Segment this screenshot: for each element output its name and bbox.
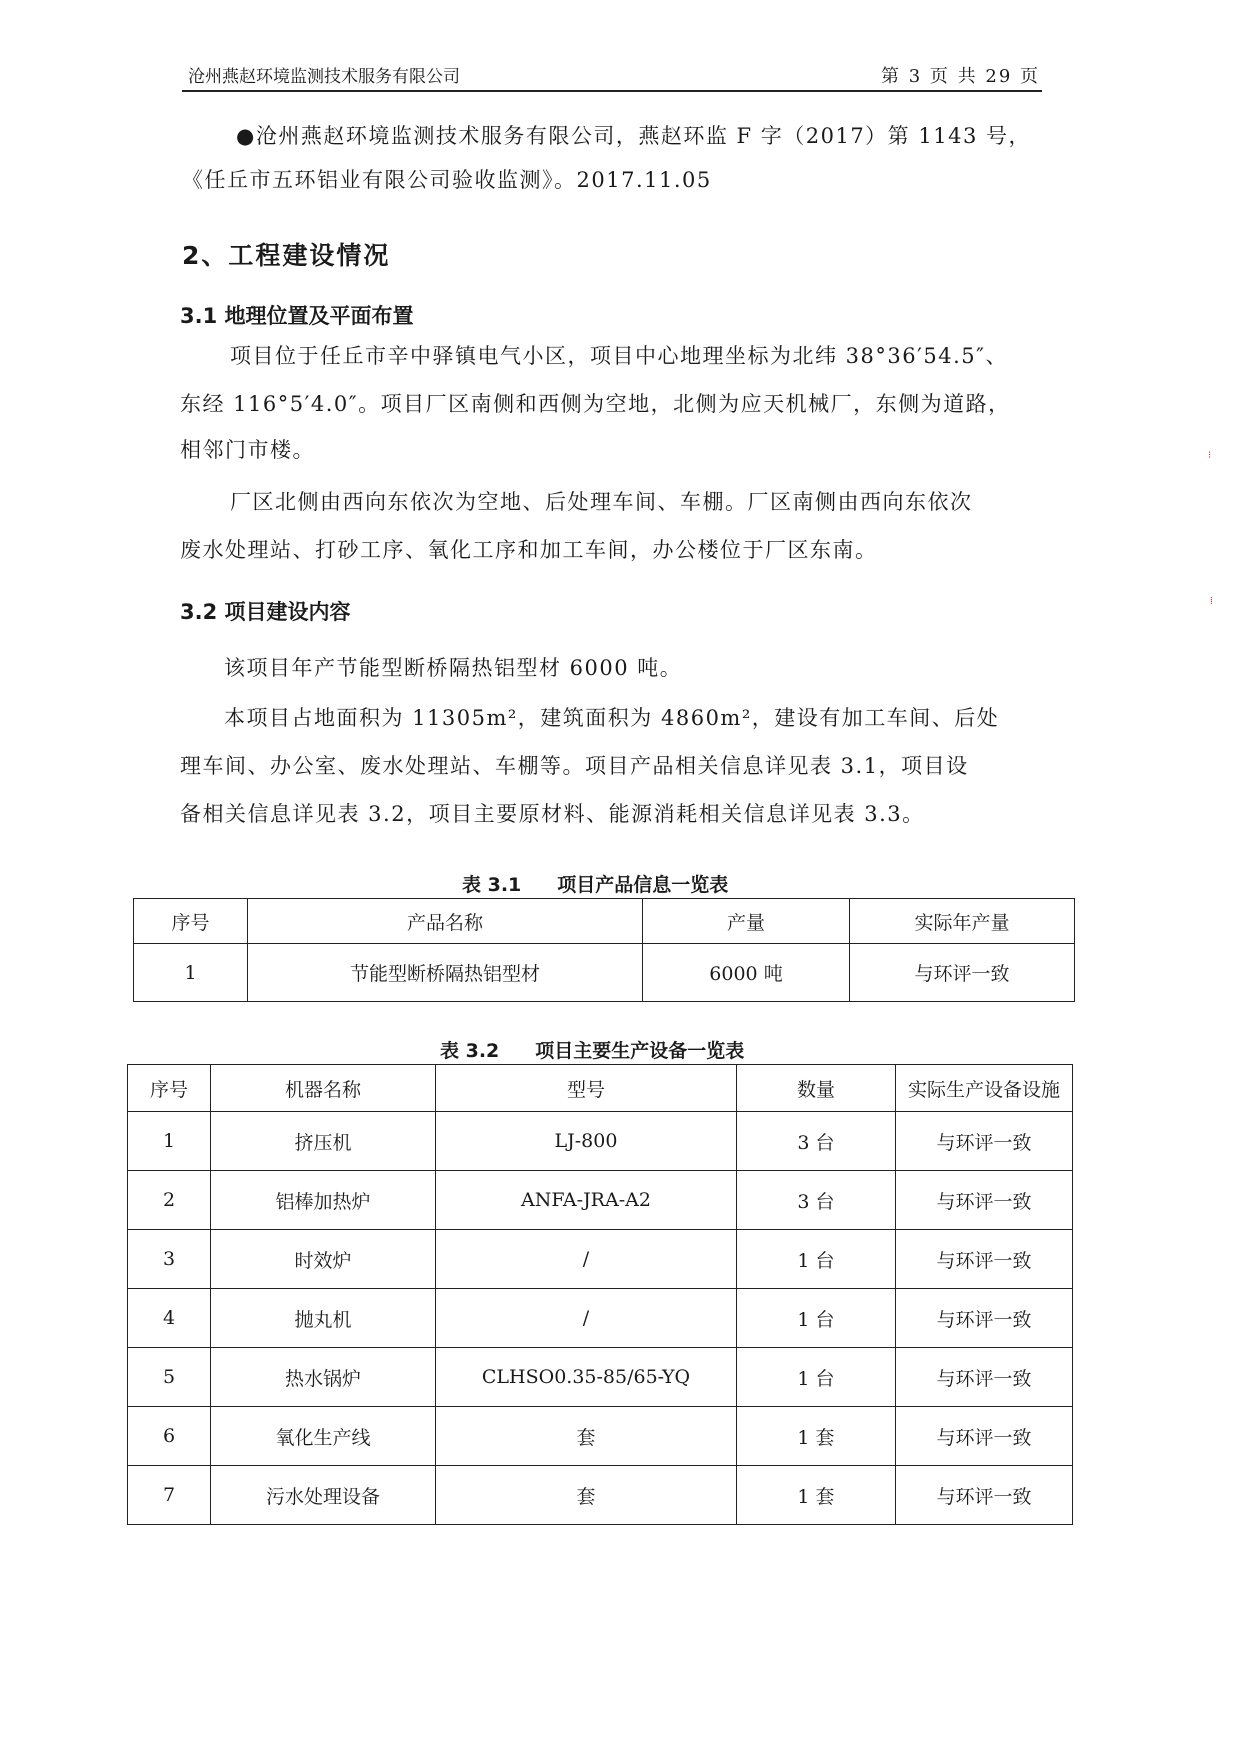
reference-line-2: 《任丘市五环铝业有限公司验收监测》。2017.11.05 xyxy=(182,168,712,192)
s32-p2-line-1: 本项目占地面积为 11305m²，建筑面积为 4860m²，建设有加工车间、后处 xyxy=(224,706,1000,730)
table-cell: LJ-800 xyxy=(436,1112,737,1171)
table-cell: 1 台 xyxy=(737,1348,896,1407)
table-cell: 1 套 xyxy=(737,1466,896,1525)
table-3-2-caption xyxy=(440,1036,744,1063)
header-page-number: 第 3 页 共 29 页 xyxy=(881,66,1040,87)
table-cell: 与环评一致 xyxy=(896,1289,1073,1348)
table-header-cell: 实际年产量 xyxy=(850,899,1075,944)
page-header xyxy=(182,56,1042,92)
table-cell: 时效炉 xyxy=(211,1230,436,1289)
table-cell: 套 xyxy=(436,1407,737,1466)
table-3-1-number: 表 3.1 xyxy=(462,874,522,896)
section-2-heading: 2、工程建设情况 xyxy=(182,241,391,270)
section-3-1-heading: 3.1 地理位置及平面布置 xyxy=(180,304,414,328)
table-cell: 6000 吨 xyxy=(643,944,850,1002)
table-cell: 与环评一致 xyxy=(850,944,1075,1002)
s31-p2-line-2: 废水处理站、打砂工序、氧化工序和加工车间，办公楼位于厂区东南。 xyxy=(180,538,878,562)
table-row xyxy=(128,1289,1073,1348)
table-header-cell: 实际生产设备设施 xyxy=(896,1065,1073,1112)
table-cell: 4 xyxy=(128,1289,211,1348)
s31-p1-line-3: 相邻门市楼。 xyxy=(180,438,315,462)
s31-p2-line-1: 厂区北侧由西向东依次为空地、后处理车间、车棚。厂区南侧由西向东依次 xyxy=(230,490,973,514)
table-row xyxy=(128,1171,1073,1230)
table-row xyxy=(128,1466,1073,1525)
table-cell: 与环评一致 xyxy=(896,1466,1073,1525)
table-row xyxy=(128,1112,1073,1171)
table-header-row xyxy=(134,899,1075,944)
table-header-cell: 序号 xyxy=(134,899,248,944)
s32-p2-line-3: 备相关信息详见表 3.2，项目主要原材料、能源消耗相关信息详见表 3.3。 xyxy=(180,802,925,826)
s32-p2-line-2: 理车间、办公室、废水处理站、车棚等。项目产品相关信息详见表 3.1，项目设 xyxy=(180,754,969,778)
table-row xyxy=(128,1230,1073,1289)
table-cell: 1 台 xyxy=(737,1289,896,1348)
section-3-2-heading: 3.2 项目建设内容 xyxy=(180,600,351,624)
table-header-cell: 序号 xyxy=(128,1065,211,1112)
table-row xyxy=(128,1407,1073,1466)
table-row xyxy=(128,1348,1073,1407)
reference-line-1: ●沧州燕赵环境监测技术服务有限公司，燕赵环监 F 字（2017）第 1143 号， xyxy=(236,124,1031,148)
table-cell: 氧化生产线 xyxy=(211,1407,436,1466)
table-cell: 7 xyxy=(128,1466,211,1525)
table-cell: 1 xyxy=(128,1112,211,1171)
table-cell: 3 xyxy=(128,1230,211,1289)
table-3-1 xyxy=(133,898,1075,1002)
table-cell: 抛丸机 xyxy=(211,1289,436,1348)
table-cell: 3 台 xyxy=(737,1112,896,1171)
table-row xyxy=(134,944,1075,1002)
s31-p1-line-1: 项目位于任丘市辛中驿镇电气小区，项目中心地理坐标为北纬 38°36′54.5″、 xyxy=(230,344,1008,368)
table-3-2-number: 表 3.2 xyxy=(440,1040,500,1062)
table-3-1-caption xyxy=(462,870,728,897)
table-cell: 节能型断桥隔热铝型材 xyxy=(248,944,643,1002)
table-header-cell: 数量 xyxy=(737,1065,896,1112)
table-cell: 与环评一致 xyxy=(896,1112,1073,1171)
table-cell: 与环评一致 xyxy=(896,1348,1073,1407)
table-cell: 污水处理设备 xyxy=(211,1466,436,1525)
table-header-cell: 产量 xyxy=(643,899,850,944)
table-cell: 热水锅炉 xyxy=(211,1348,436,1407)
table-3-2 xyxy=(127,1064,1073,1525)
scan-mark: ⁝ xyxy=(1208,450,1212,461)
table-cell: 2 xyxy=(128,1171,211,1230)
table-cell: 1 xyxy=(134,944,248,1002)
scan-mark: ⁞ xyxy=(1210,596,1213,607)
table-header-row xyxy=(128,1065,1073,1112)
table-cell: / xyxy=(436,1289,737,1348)
table-3-1-title: 项目产品信息一览表 xyxy=(557,874,729,896)
table-cell: 6 xyxy=(128,1407,211,1466)
table-cell: 与环评一致 xyxy=(896,1230,1073,1289)
table-cell: CLHSO0.35-85/65-YQ xyxy=(436,1348,737,1407)
s32-p1: 该项目年产节能型断桥隔热铝型材 6000 吨。 xyxy=(224,656,683,680)
table-header-cell: 机器名称 xyxy=(211,1065,436,1112)
table-cell: 与环评一致 xyxy=(896,1171,1073,1230)
table-cell: 1 台 xyxy=(737,1230,896,1289)
table-cell: 1 套 xyxy=(737,1407,896,1466)
table-cell: ANFA-JRA-A2 xyxy=(436,1171,737,1230)
table-cell: 5 xyxy=(128,1348,211,1407)
table-header-cell: 产品名称 xyxy=(248,899,643,944)
table-3-2-title: 项目主要生产设备一览表 xyxy=(535,1040,745,1062)
header-company: 沧州燕赵环境监测技术服务有限公司 xyxy=(188,67,460,87)
table-header-cell: 型号 xyxy=(436,1065,737,1112)
table-cell: 铝棒加热炉 xyxy=(211,1171,436,1230)
table-cell: 挤压机 xyxy=(211,1112,436,1171)
table-cell: 3 台 xyxy=(737,1171,896,1230)
table-cell: 与环评一致 xyxy=(896,1407,1073,1466)
table-cell: 套 xyxy=(436,1466,737,1525)
s31-p1-line-2: 东经 116°5′4.0″。项目厂区南侧和西侧为空地，北侧为应天机械厂，东侧为道路， xyxy=(180,392,1011,416)
table-cell: / xyxy=(436,1230,737,1289)
